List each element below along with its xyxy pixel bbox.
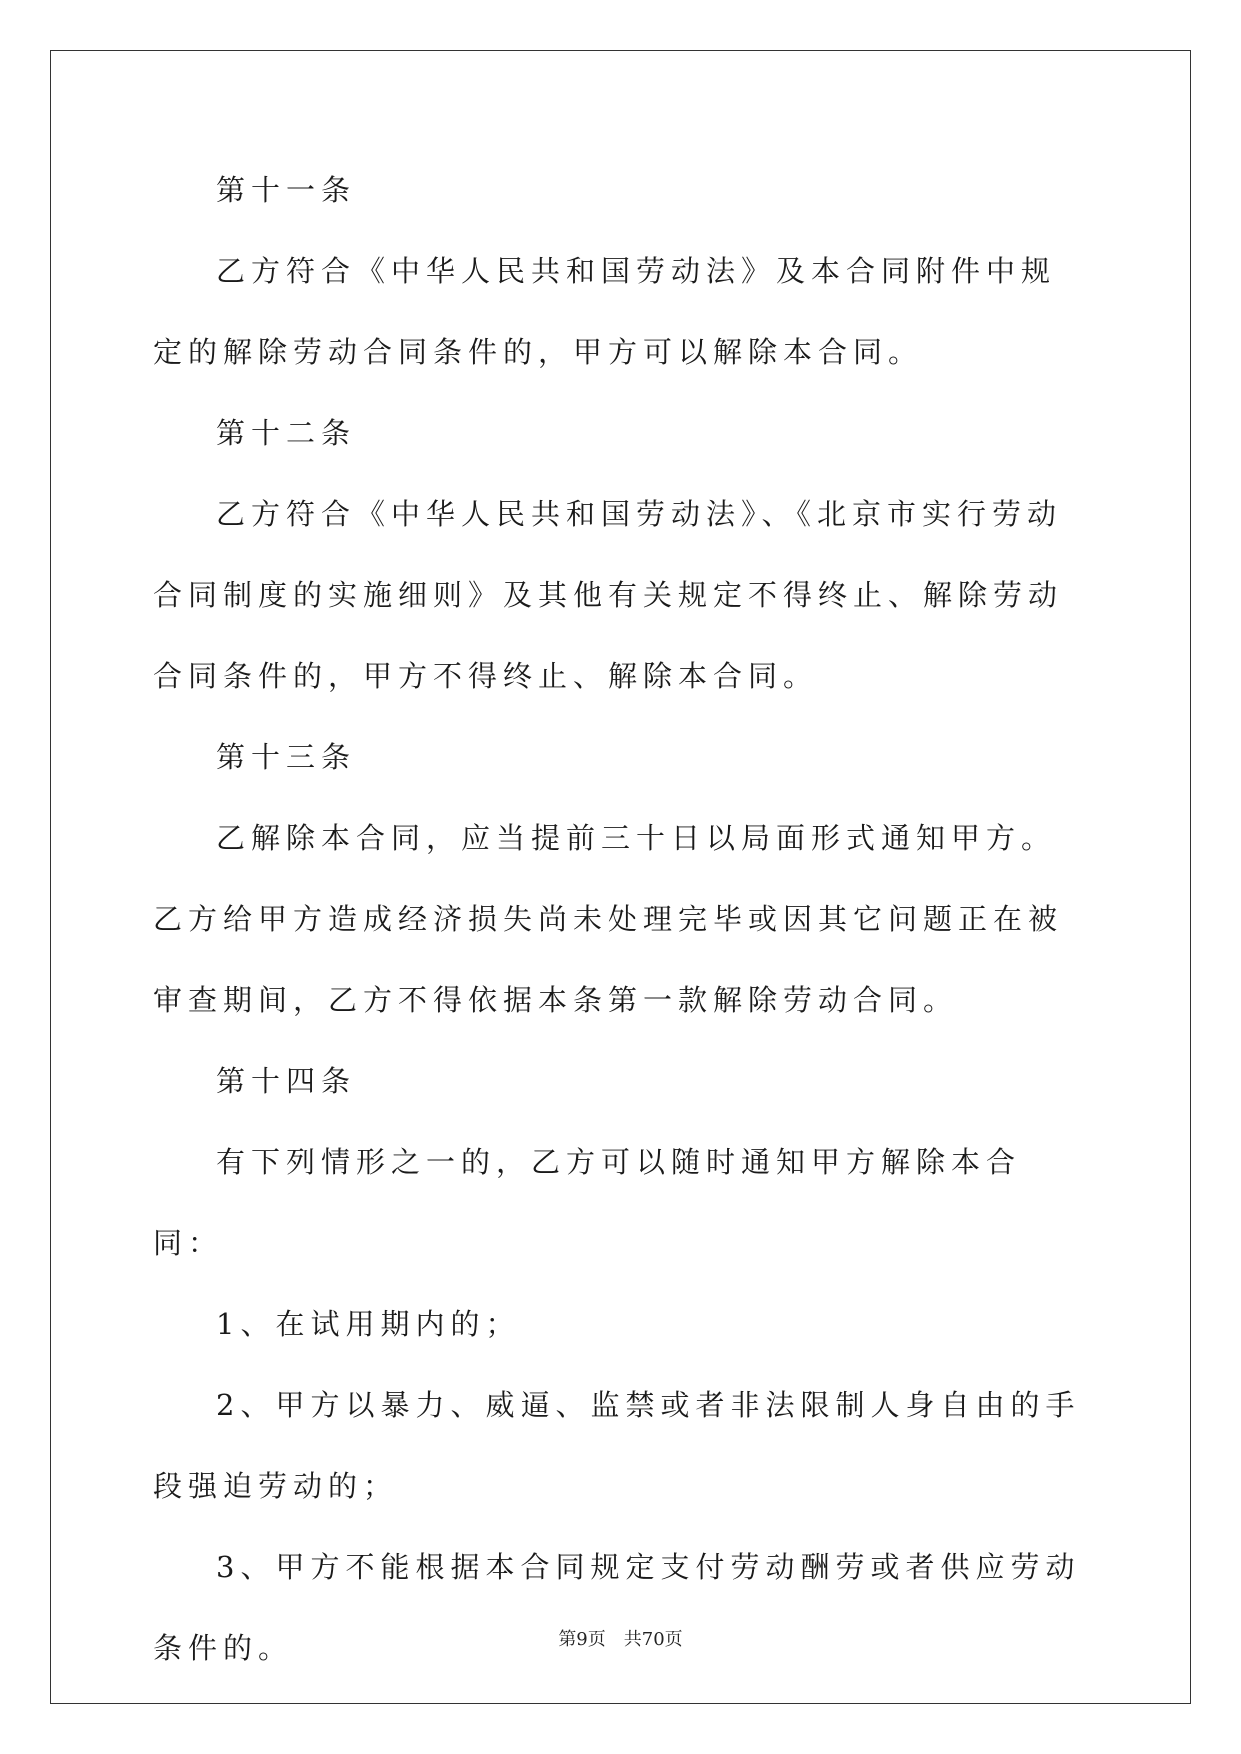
article-heading-12: 第十二条 bbox=[216, 416, 357, 450]
page-number-current: 第9页 bbox=[558, 1629, 606, 1650]
document-body bbox=[153, 150, 1088, 1689]
article-12-text: 乙方符合《中华人民共和国劳动法》、《北京市实行劳动合同制度的实施细则》及其他有关规定不得终止、解除劳动合同条件的，甲方不得终止、解除本合同。 bbox=[153, 497, 1064, 693]
article-heading-13: 第十三条 bbox=[216, 740, 357, 774]
page-footer bbox=[0, 1625, 1241, 1651]
article-14-item-3: 3、甲方不能根据本合同规定支付劳动酬劳或者供应劳动条件的。 bbox=[153, 1550, 1081, 1665]
article-heading-14: 第十四条 bbox=[216, 1064, 357, 1098]
article-14-intro: 有下列情形之一的，乙方可以随时通知甲方解除本合同： bbox=[153, 1145, 1022, 1260]
article-11-text: 乙方符合《中华人民共和国劳动法》及本合同附件中规定的解除劳动合同条件的，甲方可以解除本合同。 bbox=[153, 254, 1057, 369]
article-heading-11: 第十一条 bbox=[216, 173, 357, 207]
page-number-total: 共70页 bbox=[623, 1629, 683, 1650]
article-13-text: 乙解除本合同，应当提前三十日以局面形式通知甲方。乙方给甲方造成经济损失尚未处理完毕或因其它问题正在被审查期间，乙方不得依据本条第一款解除劳动合同。 bbox=[153, 821, 1064, 1017]
article-14-item-1: 1、在试用期内的； bbox=[216, 1307, 521, 1341]
article-14-item-2: 2、甲方以暴力、威逼、监禁或者非法限制人身自由的手段强迫劳动的； bbox=[153, 1388, 1081, 1503]
